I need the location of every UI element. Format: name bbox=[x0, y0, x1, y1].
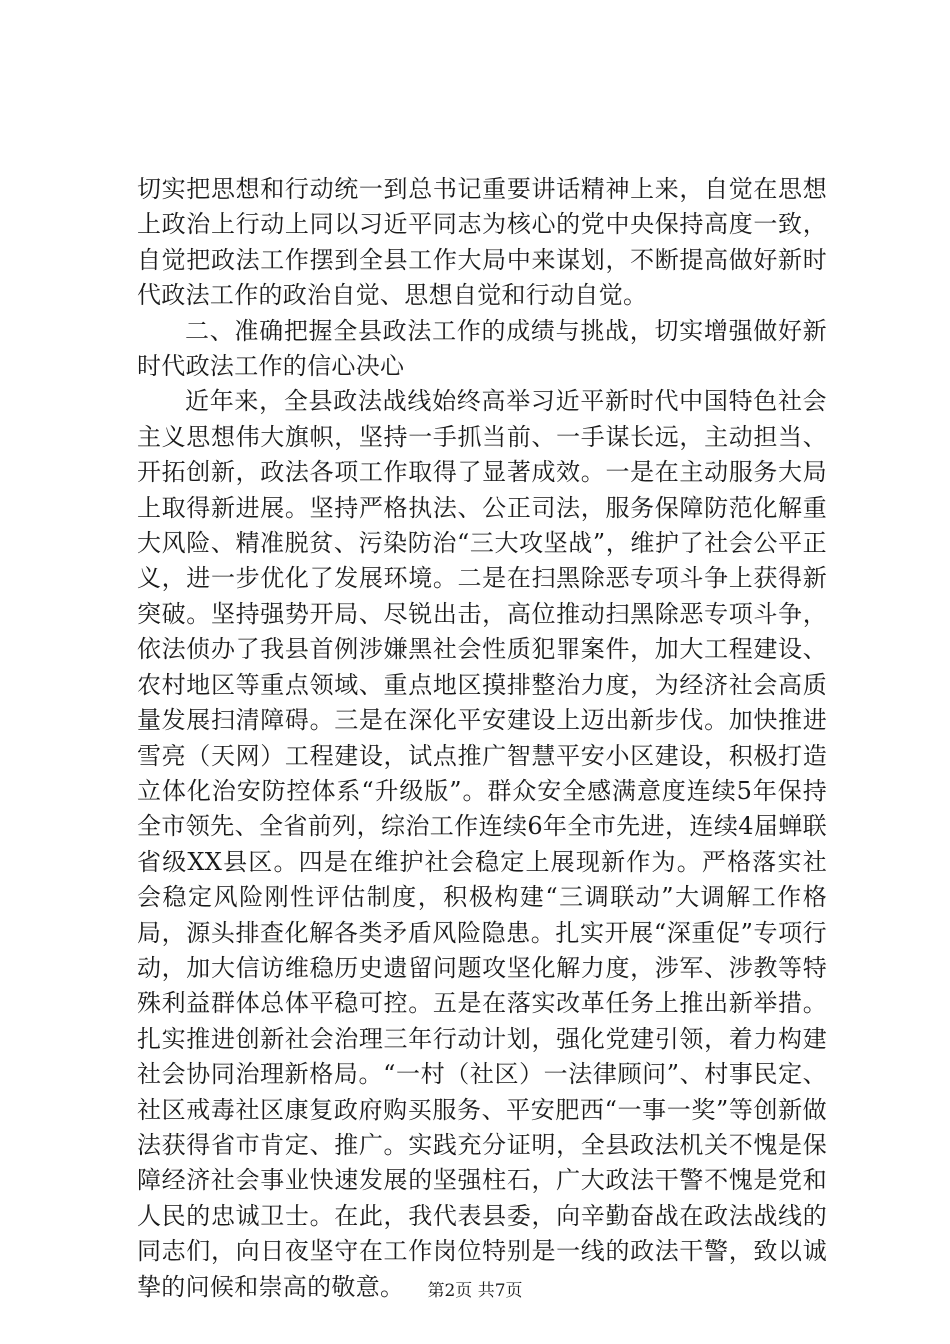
page-number-footer: 第2页 共7页 bbox=[427, 1281, 523, 1301]
paragraph-3: 近年来，全县政法战线始终高举习近平新时代中国特色社会主义思想伟大旗帜，坚持一手抓当前、一手谋长远，主动担当、开拓创新，政法各项工作取得了显著成效。一是在主动服务大局上取得新进展。坚持严格执法、公正司法，服务保障防范化解重大风险、精准脱贫、污染防治“三大攻坚战”，维护了社会公平正义，进一步优化了发展环境。二是在扫黑除恶专项斗争上获得新突破。坚持强势开局、尽锐出击，高位推动扫黑除恶专项斗争，依法侦办了我县首例涉嫌黑社会性质犯罪案件，加大工程建设、农村地区等重点领域、重点地区摸排整治力度，为经济社会高质量发展扫清障碍。三是在深化平安建设上迈出新步伐。加快推进雪亮（天网）工程建设，试点推广智慧平安小区建设，积极打造立体化治安防控体系“升级版”。群众安全感满意度连续5年保持全市领先、全省前列，综治工作连续6年全市先进，连续4届蝉联省级XX县区。四是在维护社会稳定上展现新作为。严格落实社会稳定风险刚性评估制度，积极构建“三调联动”大调解工作格局，源头排查化解各类矛盾风险隐患。扎实开展“深重促”专项行动，加大信访维稳历史遗留问题攻坚化解力度，涉军、涉教等特殊利益群体总体平稳可控。五是在落实改革任务上推出新举措。扎实推进创新社会治理三年行动计划，强化党建引领，着力构建社会协同治理新格局。“一村（社区）一法律顾问”、村事民定、社区戒毒社区康复政府购买服务、平安肥西“一事一奖”等创新做法获得省市肯定、推广。实践充分证明，全县政法机关不愧是保障经济社会事业快速发展的坚强柱石，广大政法干警不愧是党和人民的忠诚卫士。在此，我代表县委，向辛勤奋战在政法战线的同志们，向日夜坚守在工作岗位特别是一线的政法干警，致以诚挚的问候和崇高的敬意。 bbox=[137, 387, 827, 1301]
document-body bbox=[137, 172, 827, 1305]
paragraph-1: 切实把思想和行动统一到总书记重要讲话精神上来，自觉在思想上政治上行动上同以习近平同志为核心的党中央保持高度一致，自觉把政法工作摆到全县工作大局中来谋划，不断提高做好新时代政法工作的政治自觉、思想自觉和行动自觉。 bbox=[137, 175, 827, 310]
section-heading-2: 二、准确把握全县政法工作的成绩与挑战，切实增强做好新时代政法工作的信心决心 bbox=[137, 316, 827, 381]
